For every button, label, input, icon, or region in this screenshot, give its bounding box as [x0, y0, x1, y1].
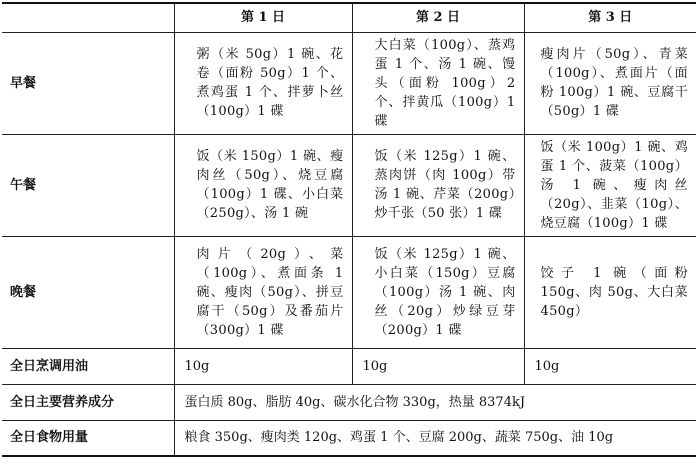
cell-oil-day1: 10g: [174, 348, 352, 384]
cell-oil-day3: 10g: [524, 348, 696, 384]
header-day-3: 第 3 日: [524, 3, 696, 32]
table-row-dinner: [2, 236, 696, 348]
meal-plan-table: [2, 2, 696, 457]
cell-dinner-day3: 饺子 1 碗（面粉 150g、肉 50g、大白菜 450g）: [524, 236, 696, 348]
table-row-breakfast: [2, 32, 696, 134]
cell-breakfast-day1: 粥（米 50g）1 碗、花卷（面粉 50g）1 个、煮鸡蛋 1 个、拌萝卜丝（100g）1 碟: [174, 32, 352, 134]
table-row-nutrition: [2, 384, 696, 420]
cell-lunch-day3: 饭（米 100g）1 碗、鸡蛋 1 个、菠菜（100g）汤 1 碗、瘦肉丝（20g）、韭菜（10g）、烧豆腐（100g）1 碟: [524, 134, 696, 236]
header-row: [2, 3, 696, 32]
cell-lunch-day1: 饭（米 150g）1 碗、瘦肉丝（50g）、烧豆腐（100g）1 碟、小白菜（250g）、汤 1 碗: [174, 134, 352, 236]
cell-dinner-day2: 饭（米 125g）1 碗、小白菜（150g）豆腐（100g）汤 1 碗、肉丝（20g）炒绿豆芽（200g）1 碟: [352, 236, 524, 348]
cell-food-total-value: 粮食 350g、瘦肉类 120g、鸡蛋 1 个、豆腐 200g、蔬菜 750g、油 10g: [174, 420, 696, 456]
cell-dinner-day1: 肉片（20g）、菜（100g）、煮面条 1 碗、瘦肉（50g）、拼豆腐干（50g）及番茄片（300g）1 碟: [174, 236, 352, 348]
row-label-dinner: 晚餐: [2, 236, 174, 348]
row-label-breakfast: 早餐: [2, 32, 174, 134]
table-row-food-total: [2, 420, 696, 456]
table-row-oil: [2, 348, 696, 384]
cell-breakfast-day3: 瘦肉片（50g）、青菜（100g）、煮面片（面粉 100g）1 碗、豆腐干（50g）1 碟: [524, 32, 696, 134]
row-label-oil: 全日烹调用油: [2, 348, 174, 384]
row-label-nutrition: 全日主要营养成分: [2, 384, 174, 420]
header-day-2: 第 2 日: [352, 3, 524, 32]
cell-nutrition-value: 蛋白质 80g、脂肪 40g、碳水化合物 330g，热量 8374kJ: [174, 384, 696, 420]
header-corner: [2, 3, 174, 32]
table-row-lunch: [2, 134, 696, 236]
cell-breakfast-day2: 大白菜（100g）、蒸鸡蛋 1 个、汤 1 碗、馒头（面粉 100g）2 个、拌黄瓜（100g）1 碟: [352, 32, 524, 134]
row-label-food-total: 全日食物用量: [2, 420, 174, 456]
row-label-lunch: 午餐: [2, 134, 174, 236]
cell-lunch-day2: 饭（米 125g）1 碗、蒸肉饼（肉 100g）带汤 1 碗、芹菜（200g）炒千张（50 张）1 碟: [352, 134, 524, 236]
header-day-1: 第 1 日: [174, 3, 352, 32]
cell-oil-day2: 10g: [352, 348, 524, 384]
